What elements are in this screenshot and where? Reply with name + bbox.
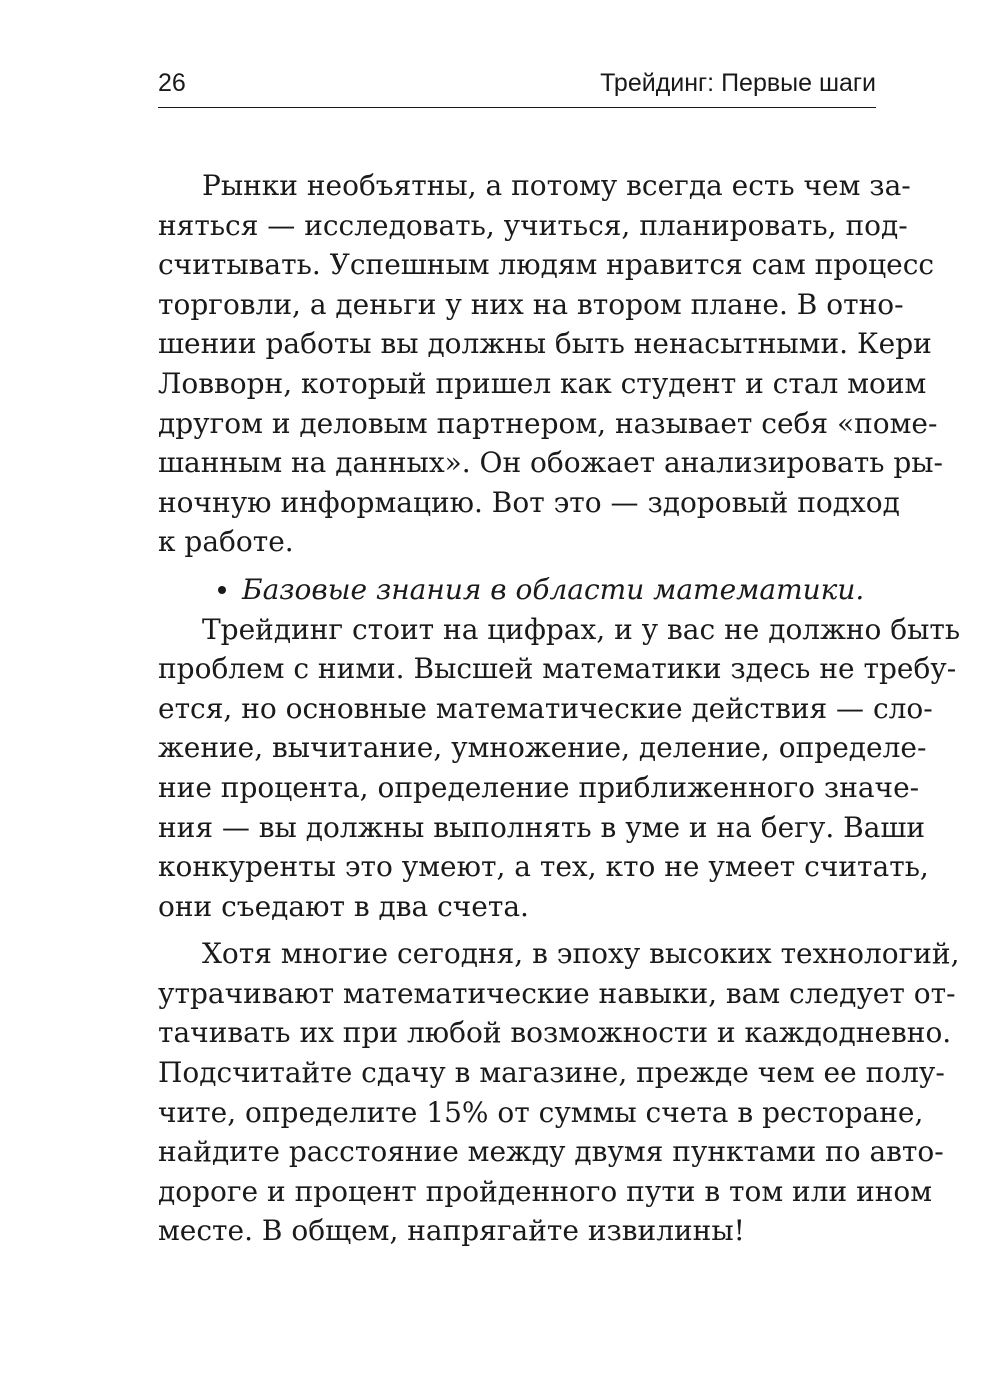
bullet-text: Базовые знания в области математики.: [242, 572, 865, 606]
bullet-dot-icon: [218, 586, 226, 594]
text-line: они съедают в два счета.: [158, 889, 529, 923]
text-line: конкуренты это умеют, а тех, кто не умеет считать,: [158, 850, 929, 884]
bullet-line: [158, 570, 876, 610]
text-line: другом и деловым партнером, называет себя «поме-: [158, 406, 938, 440]
text-line: утрачивают математические навыки, вам следует от-: [158, 976, 956, 1010]
text-line: шении работы вы должны быть ненасытными. Кери: [158, 327, 932, 361]
text-line: проблем с ними. Высшей математики здесь не требу-: [158, 652, 957, 686]
text-line: к работе.: [158, 525, 294, 559]
text-line: жение, вычитание, умножение, деление, определе-: [158, 731, 927, 765]
text-line: Рынки необъятны, а потому всегда есть чем за-: [202, 169, 911, 202]
page-number: 26: [158, 69, 186, 97]
text-line: месте. В общем, напрягайте извилины!: [158, 1214, 745, 1248]
text-line: ется, но основные математические действия — сло-: [158, 691, 933, 725]
text-line: найдите расстояние между двумя пунктами по авто-: [158, 1135, 944, 1169]
text-line: торговли, а деньги у них на втором плане. В отно-: [158, 287, 904, 321]
text-line: ночную информацию. Вот это — здоровый подход: [158, 485, 900, 519]
text-line: Ловворн, который пришел как студент и стал моим: [158, 366, 927, 400]
text-line: Трейдинг стоит на цифрах, и у вас не должно быть: [202, 612, 961, 646]
text-line: тачивать их при любой возможности и каждодневно.: [158, 1016, 952, 1050]
paragraph-intro: [158, 166, 944, 562]
text-line: шанным на данных». Он обожает анализировать ры-: [158, 446, 944, 480]
body-text: [158, 166, 961, 1251]
text-line: считывать. Успешным людям нравится сам процесс: [158, 248, 935, 282]
text-line: няться — исследовать, учиться, планировать, под-: [158, 208, 908, 242]
text-line: ния — вы должны выполнять в уме и на бегу. Ваши: [158, 810, 926, 844]
page-header: [158, 68, 876, 108]
bullet-item: [158, 570, 876, 610]
paragraph-math: [158, 610, 961, 927]
text-line: дороге и процент пройденного пути в том или ином: [158, 1174, 933, 1208]
header-rule: [158, 107, 876, 108]
text-line: Хотя многие сегодня, в эпоху высоких технологий,: [202, 937, 960, 971]
text-line: ние процента, определение приближенного значе-: [158, 770, 920, 804]
paragraph-practice: [158, 934, 960, 1251]
text-line: чите, определите 15% от суммы счета в ресторане,: [158, 1095, 924, 1129]
text-line: Подсчитайте сдачу в магазине, прежде чем ее полу-: [158, 1056, 945, 1090]
running-title: Трейдинг: Первые шаги: [600, 69, 876, 97]
